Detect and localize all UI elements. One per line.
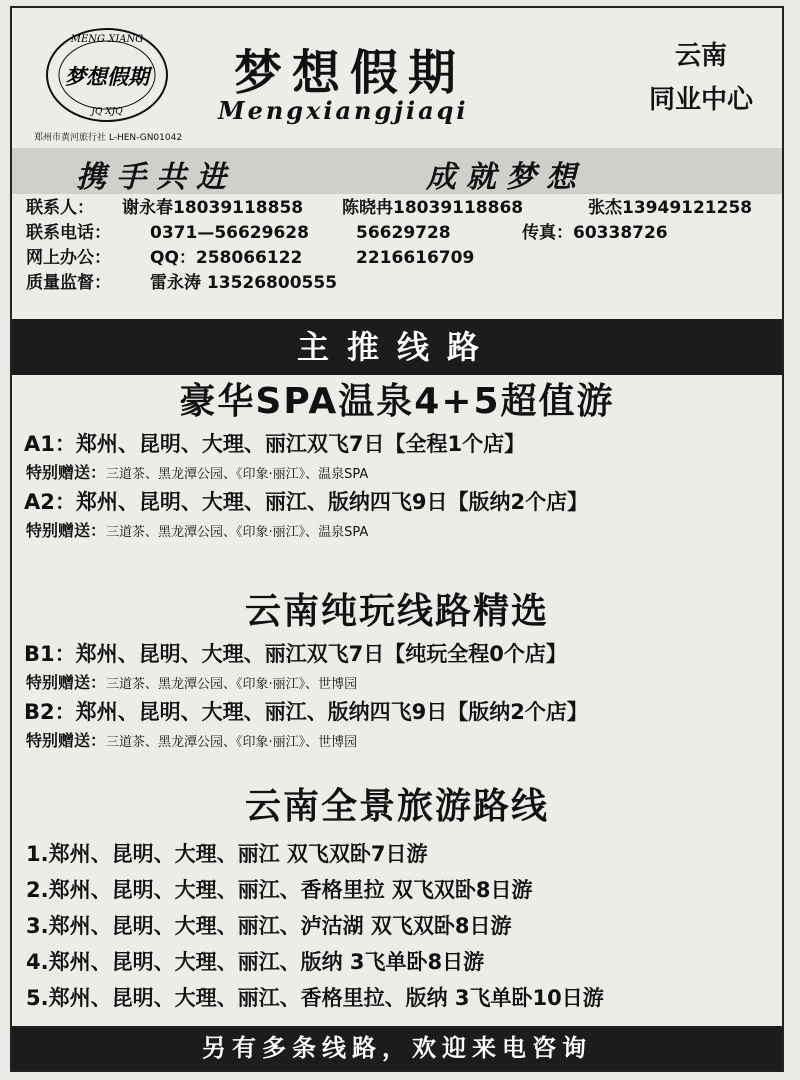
license-number: 郑州市黄河旅行社 L-HEN-GN01042: [34, 133, 183, 143]
logo-arc-text: MENG XIANG: [70, 34, 144, 45]
contact-row-phone: [26, 221, 776, 246]
slogan-band: [12, 148, 782, 194]
contact-label: 质量监督：: [26, 273, 111, 293]
section-panorama: [12, 778, 782, 1016]
contact-info: [26, 196, 776, 296]
contact-row-qq: [26, 246, 776, 271]
route-item: B1：郑州、昆明、大理、丽江双飞7日【纯玩全程0个店】: [24, 642, 567, 666]
side-title: [626, 34, 776, 122]
gift-text: 三道茶、黑龙潭公园、《印象·丽江》、世博园: [106, 677, 358, 692]
gift-text: 三道茶、黑龙潭公园、《印象·丽江》、温泉SPA: [106, 525, 369, 540]
route-item: B2：郑州、昆明、大理、丽江、版纳四飞9日【版纳2个店】: [24, 700, 588, 724]
contact-person: 张杰13949121258: [588, 198, 753, 218]
brand-pinyin: Mengxiangjiaqi: [218, 96, 469, 125]
tour-item: 3.郑州、昆明、大理、丽江、泸沽湖 双飞双卧8日游: [26, 914, 512, 938]
phone-number: 56629728: [356, 223, 451, 243]
contact-person: 陈晓冉18039118868: [342, 198, 524, 218]
header: [12, 8, 782, 148]
contact-label: 联系电话：: [26, 223, 111, 243]
supervisor-contact: 雷永涛 13526800555: [150, 273, 338, 293]
gift-line: [26, 728, 782, 754]
route-item: A1：郑州、昆明、大理、丽江双飞7日【全程1个店】: [24, 432, 526, 456]
contact-row-persons: [26, 196, 776, 221]
tour-item: 2.郑州、昆明、大理、丽江、香格里拉 双飞双卧8日游: [26, 878, 533, 902]
gift-line: [26, 670, 782, 696]
gift-line: [26, 518, 782, 544]
advertisement-page: [10, 6, 784, 1072]
gift-text: 三道茶、黑龙潭公园、《印象·丽江》、世博园: [106, 735, 358, 750]
brand-title: 梦想假期: [234, 45, 467, 101]
slogan-right: 成就梦想: [426, 160, 586, 195]
fax-number: 传真：60338726: [522, 223, 668, 243]
side-title-line2: 同业中心: [648, 85, 753, 115]
gift-label: 特别赠送：: [26, 673, 107, 692]
gift-label: 特别赠送：: [26, 463, 107, 482]
footer-banner: 另有多条线路，欢迎来电咨询: [12, 1026, 782, 1070]
tour-item: 1.郑州、昆明、大理、丽江 双飞双卧7日游: [26, 842, 428, 866]
slogan-left: 携手共进: [76, 160, 236, 195]
tour-item: 5.郑州、昆明、大理、丽江、香格里拉、版纳 3飞单卧10日游: [26, 986, 604, 1010]
section-title: 云南全景旅游路线: [244, 786, 549, 827]
section-spa: [12, 376, 782, 544]
section-title: 云南纯玩线路精选: [244, 591, 549, 632]
contact-label: 网上办公：: [26, 248, 111, 268]
contact-row-supervision: [26, 271, 776, 296]
logo-chars: 梦想假期: [65, 64, 149, 89]
side-title-line1: 云南: [674, 41, 727, 71]
tour-item: 4.郑州、昆明、大理、丽江、版纳 3飞单卧8日游: [26, 950, 485, 974]
logo-bottom-text: JQ XJQ: [91, 107, 123, 117]
gift-label: 特别赠送：: [26, 731, 107, 750]
qq-number: 2216616709: [356, 248, 475, 268]
section-pure-play: [12, 586, 782, 754]
route-item: A2：郑州、昆明、大理、丽江、版纳四飞9日【版纳2个店】: [24, 490, 589, 514]
section-title: 豪华SPA温泉4+5超值游: [179, 381, 615, 422]
phone-number: 0371—56629628: [150, 223, 309, 243]
contact-label: 联系人：: [26, 198, 94, 218]
logo: [32, 22, 182, 128]
qq-number: QQ：258066122: [150, 248, 303, 268]
main-routes-heading: 主推线路: [12, 319, 782, 375]
logo-emblem-icon: [32, 22, 182, 128]
contact-person: 谢永春18039118858: [122, 198, 304, 218]
gift-label: 特别赠送：: [26, 521, 107, 540]
gift-text: 三道茶、黑龙潭公园、《印象·丽江》、温泉SPA: [106, 467, 369, 482]
gift-line: [26, 460, 782, 486]
